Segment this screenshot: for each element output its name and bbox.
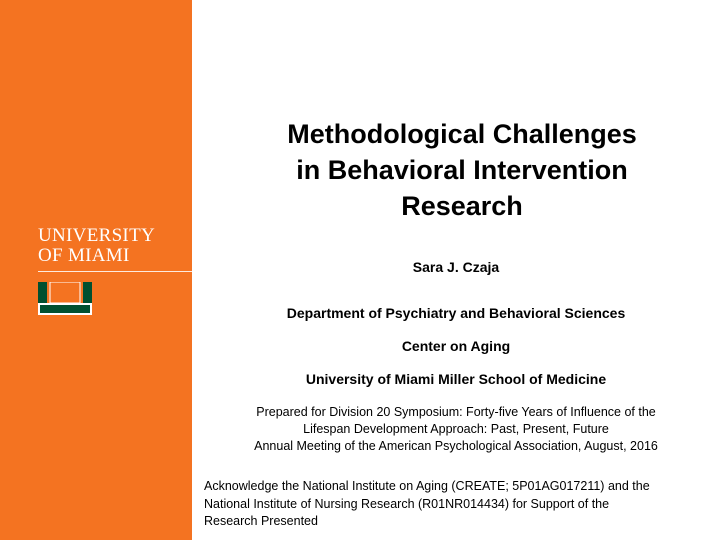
u-logo-orange-inner: [50, 282, 80, 303]
u-logo-green-base: [40, 305, 90, 313]
author-department: Department of Psychiatry and Behavioral Sciences: [286, 305, 626, 321]
author-center: Center on Aging: [401, 338, 511, 354]
u-logo-icon: [38, 282, 92, 315]
university-logo: [38, 226, 162, 266]
presentation-note: [192, 404, 720, 455]
logo-divider: [38, 271, 192, 272]
title-line-3: Research: [401, 191, 523, 221]
ack-line-3: Research Presented: [204, 514, 318, 528]
note-line-3: Annual Meeting of the American Psychological Association, August, 2016: [254, 439, 658, 453]
author-name: Sara J. Czaja: [412, 259, 500, 275]
u-logo-right-green: [83, 282, 92, 303]
acknowledgment: [204, 478, 714, 531]
slide-title: [232, 116, 692, 224]
title-line-2: in Behavioral Intervention: [296, 155, 628, 185]
note-line-1: Prepared for Division 20 Symposium: Forty-five Years of Influence of the: [256, 405, 656, 419]
note-line-2: Lifespan Development Approach: Past, Present, Future: [303, 422, 609, 436]
ack-line-1: Acknowledge the National Institute on Aging (CREATE; 5P01AG017211) and the: [204, 479, 650, 493]
author-school: University of Miami Miller School of Medicine: [305, 371, 607, 387]
u-logo-left-green: [38, 282, 47, 303]
logo-text-line-1: UNIVERSITY: [38, 225, 155, 246]
logo-text-line-2: OF MIAMI: [38, 245, 130, 266]
ack-line-2: National Institute of Nursing Research (R01NR014434) for Support of the: [204, 496, 610, 511]
orange-sidebar: [0, 0, 192, 540]
title-line-1: Methodological Challenges: [287, 119, 637, 149]
